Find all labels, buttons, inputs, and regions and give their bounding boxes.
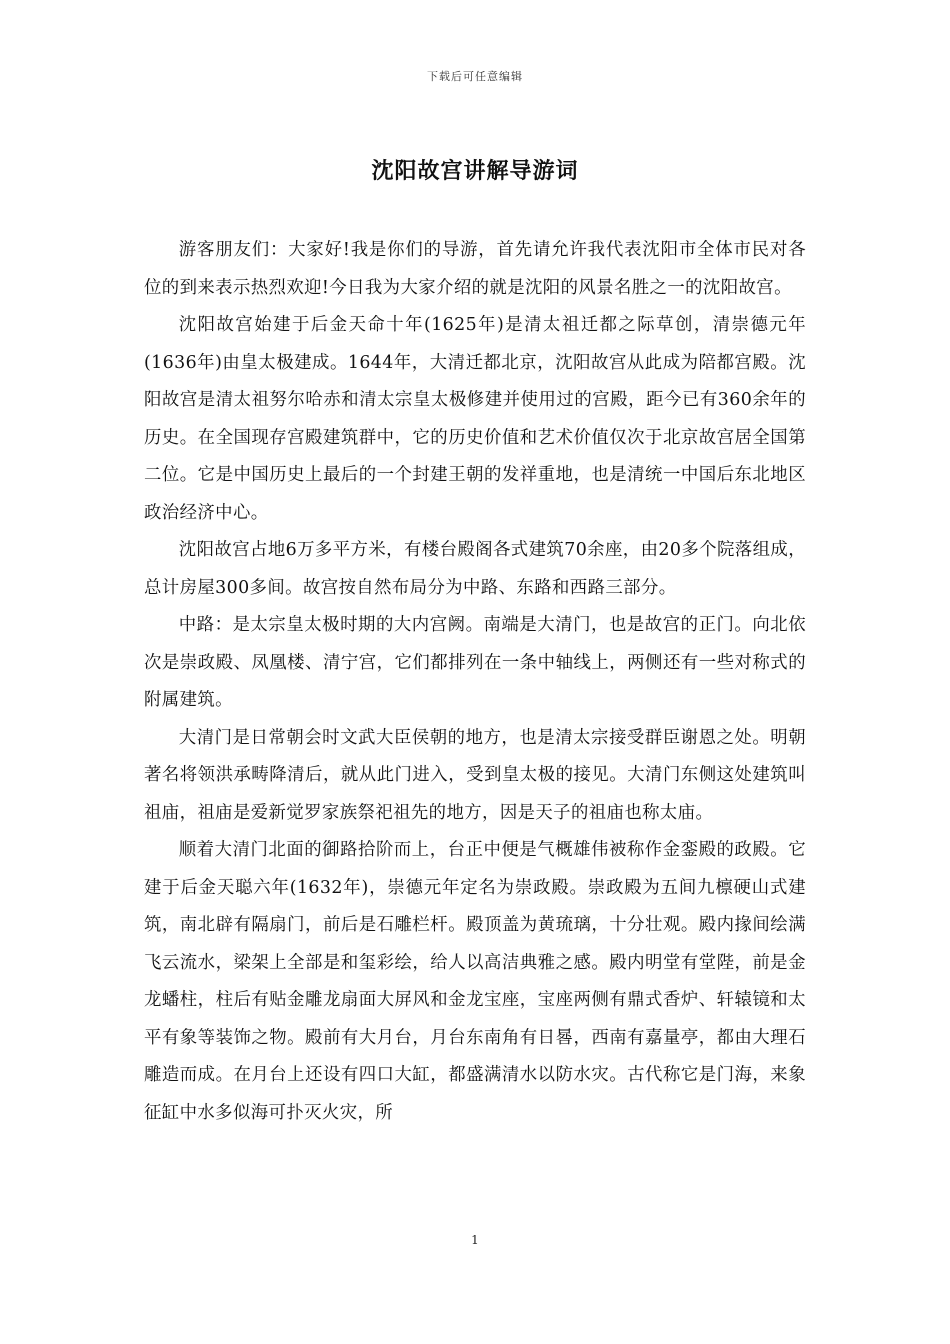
page-number: 1 — [471, 1233, 479, 1247]
document-body — [144, 232, 806, 1132]
paragraph-chongzheng-hall: 顺着大清门北面的御路拾阶而上，台正中便是气概雄伟被称作金銮殿的政殿。它建于后金天聪六年(1632年)，崇德元年定名为崇政殿。崇政殿为五间九檩硬山式建筑，南北辟有隔扇门，前后是石雕栏杆。殿顶盖为黄琉璃，十分壮观。殿内掾间绘满飞云流水，梁架上全部是和玺彩绘，给人以高洁典雅之感。殿内明堂有堂陛，前是金龙蟠柱，柱后有贴金雕龙扇面大屏风和金龙宝座，宝座两侧有鼎式香炉、轩辕镜和太平有象等装饰之物。殿前有大月台，月台东南角有日晷，西南有嘉量亭，都由大理石雕造而成。在月台上还设有四口大缸，都盛满清水以防水灾。古代称它是门海，来象征缸中水多似海可扑灭火灾，所 — [144, 840, 806, 1123]
document-title: 沈阳故宫讲解导游词 — [371, 158, 579, 184]
paragraph-daqing-gate: 大清门是日常朝会时文武大臣侯朝的地方，也是清太宗接受群臣谢恩之处。明朝著名将领洪承畴降清后，就从此门进入，受到皇太极的接见。大清门东侧这处建筑叫祖庙，祖庙是爱新觉罗家族祭祀祖先的地方，因是天子的祖庙也称太庙。 — [144, 727, 806, 823]
paragraph-history: 沈阳故宫始建于后金天命十年(1625年)是清太祖迁都之际草创，清崇德元年(1636年)由皇太极建成。1644年，大清迁都北京，沈阳故宫从此成为陪都宫殿。沈阳故宫是清太祖努尔哈赤和清太宗皇太极修建并使用过的宫殿，距今已有360余年的历史。在全国现存宫殿建筑群中，它的历史价值和艺术价值仅次于北京故宫居全国第二位。它是中国历史上最后的一个封建王朝的发祥重地，也是清统一中国后东北地区政治经济中心。 — [144, 315, 806, 523]
header-note: 下载后可任意编辑 — [427, 70, 523, 83]
paragraph-area: 沈阳故宫占地6万多平方米，有楼台殿阁各式建筑70余座，由20多个院落组成，总计房屋300多间。故宫按自然布局分为中路、东路和西路三部分。 — [144, 540, 806, 598]
paragraph-intro: 游客朋友们：大家好!我是你们的导游，首先请允许我代表沈阳市全体市民对各位的到来表示热烈欢迎!今日我为大家介绍的就是沈阳的风景名胜之一的沈阳故宫。 — [144, 240, 806, 298]
paragraph-central-route: 中路：是太宗皇太极时期的大内宫阙。南端是大清门，也是故宫的正门。向北依次是崇政殿、凤凰楼、清宁宫，它们都排列在一条中轴线上，两侧还有一些对称式的附属建筑。 — [144, 615, 806, 710]
